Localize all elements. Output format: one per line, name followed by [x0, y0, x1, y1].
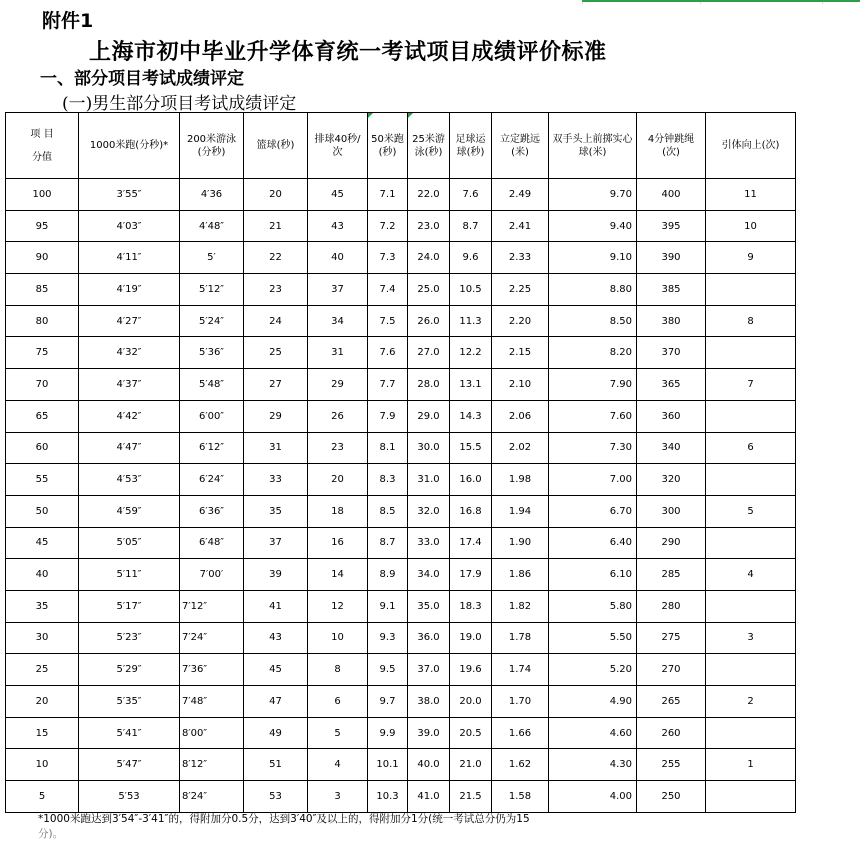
- table-cell[interactable]: 25.0: [408, 274, 450, 306]
- table-row: [6, 527, 796, 559]
- table-cell[interactable]: 7′12″: [180, 590, 244, 622]
- header-cell-basketball[interactable]: [244, 113, 308, 179]
- table-cell[interactable]: [706, 337, 796, 369]
- table-cell[interactable]: 1.78: [492, 622, 549, 654]
- table-cell[interactable]: 7.5: [368, 305, 408, 337]
- table-cell[interactable]: 25: [6, 654, 79, 686]
- table-cell[interactable]: 4′11″: [79, 242, 180, 274]
- table-cell[interactable]: 5.50: [549, 622, 637, 654]
- table-cell[interactable]: 1.66: [492, 717, 549, 749]
- table-cell[interactable]: 4.30: [549, 749, 637, 781]
- annex-label: 附件1: [42, 10, 94, 32]
- table-cell[interactable]: 19.6: [450, 654, 492, 686]
- table-cell[interactable]: 4: [706, 559, 796, 591]
- table-cell[interactable]: 38.0: [408, 686, 450, 718]
- table-cell[interactable]: 270: [637, 654, 706, 686]
- table-row: [6, 274, 796, 306]
- table-cell[interactable]: 7.1: [368, 179, 408, 211]
- table-cell[interactable]: 22.0: [408, 179, 450, 211]
- table-row: [6, 432, 796, 464]
- table-cell[interactable]: 7′48″: [180, 686, 244, 718]
- table-cell[interactable]: 85: [6, 274, 79, 306]
- table-cell[interactable]: [706, 717, 796, 749]
- table-cell[interactable]: 9.70: [549, 179, 637, 211]
- header-label: 引体向上(次): [721, 140, 780, 151]
- table-cell[interactable]: 8.3: [368, 464, 408, 496]
- table-cell[interactable]: 25: [244, 337, 308, 369]
- table-cell[interactable]: 7.2: [368, 210, 408, 242]
- table-cell[interactable]: 5: [308, 717, 368, 749]
- table-cell[interactable]: 39.0: [408, 717, 450, 749]
- table-cell[interactable]: 5.80: [549, 590, 637, 622]
- table-cell[interactable]: 5′48″: [180, 369, 244, 401]
- table-cell[interactable]: 275: [637, 622, 706, 654]
- table-cell[interactable]: 2.33: [492, 242, 549, 274]
- table-row: [6, 559, 796, 591]
- table-cell[interactable]: 5′41″: [79, 717, 180, 749]
- table-cell[interactable]: 18.3: [450, 590, 492, 622]
- table-cell[interactable]: 4′42″: [79, 400, 180, 432]
- table-cell[interactable]: 2.10: [492, 369, 549, 401]
- table-cell[interactable]: 2.41: [492, 210, 549, 242]
- table-row: [6, 337, 796, 369]
- table-cell[interactable]: 1.58: [492, 781, 549, 813]
- table-cell[interactable]: 8.1: [368, 432, 408, 464]
- table-cell[interactable]: 7.30: [549, 432, 637, 464]
- table-cell[interactable]: 380: [637, 305, 706, 337]
- table-cell[interactable]: 2.25: [492, 274, 549, 306]
- table-cell[interactable]: 395: [637, 210, 706, 242]
- table-cell[interactable]: 9.3: [368, 622, 408, 654]
- table-row: [6, 242, 796, 274]
- table-cell[interactable]: 35: [6, 590, 79, 622]
- table-cell[interactable]: 32.0: [408, 495, 450, 527]
- table-row: [6, 464, 796, 496]
- table-cell[interactable]: 19.0: [450, 622, 492, 654]
- table-cell[interactable]: 8.9: [368, 559, 408, 591]
- header-label: 25米游泳(秒): [412, 133, 445, 158]
- table-cell[interactable]: 45: [244, 654, 308, 686]
- footnote-line: *1000米跑达到3′54″-3′41″的，得附加分0.5分，达到3′40″及以上的，得附加分1分(统一考试总分仍为15: [38, 813, 530, 825]
- footnote: [38, 812, 638, 842]
- table-cell[interactable]: 36.0: [408, 622, 450, 654]
- table-cell[interactable]: 35.0: [408, 590, 450, 622]
- footnote-line: 分)。: [38, 828, 64, 840]
- table-cell[interactable]: 27: [244, 369, 308, 401]
- table-cell[interactable]: 5′17″: [79, 590, 180, 622]
- table-cell[interactable]: 41.0: [408, 781, 450, 813]
- table-cell[interactable]: 4′47″: [79, 432, 180, 464]
- table-cell[interactable]: 6: [706, 432, 796, 464]
- table-cell[interactable]: 250: [637, 781, 706, 813]
- table-cell[interactable]: 33: [244, 464, 308, 496]
- table-cell[interactable]: 4′19″: [79, 274, 180, 306]
- table-cell[interactable]: [706, 464, 796, 496]
- table-cell[interactable]: 21: [244, 210, 308, 242]
- table-cell[interactable]: 60: [6, 432, 79, 464]
- score-table: [5, 112, 796, 813]
- table-cell[interactable]: 5′23″: [79, 622, 180, 654]
- subsection-heading: (一)男生部分项目考试成绩评定: [62, 94, 297, 114]
- table-cell[interactable]: 7.3: [368, 242, 408, 274]
- table-cell[interactable]: 40.0: [408, 749, 450, 781]
- table-cell[interactable]: 55: [6, 464, 79, 496]
- selection-border: [582, 0, 860, 2]
- table-cell[interactable]: 28.0: [408, 369, 450, 401]
- table-cell[interactable]: 3: [308, 781, 368, 813]
- header-cell-shot-throw[interactable]: [549, 113, 637, 179]
- header-item-label: 项 目: [30, 128, 54, 140]
- table-cell[interactable]: [706, 654, 796, 686]
- table-cell[interactable]: 20: [244, 179, 308, 211]
- table-cell[interactable]: 1.90: [492, 527, 549, 559]
- table-cell[interactable]: 6′12″: [180, 432, 244, 464]
- table-cell[interactable]: 2.20: [492, 305, 549, 337]
- table-cell[interactable]: 35: [244, 495, 308, 527]
- header-label: 200米游泳(分秒): [186, 133, 237, 158]
- table-cell[interactable]: 6′48″: [180, 527, 244, 559]
- table-cell[interactable]: 1.98: [492, 464, 549, 496]
- table-cell[interactable]: 8.7: [368, 527, 408, 559]
- table-cell[interactable]: 370: [637, 337, 706, 369]
- table-cell[interactable]: 16.8: [450, 495, 492, 527]
- table-cell[interactable]: 1.62: [492, 749, 549, 781]
- table-cell[interactable]: 80: [6, 305, 79, 337]
- header-label: 双手头上前掷实心球(米): [552, 133, 633, 158]
- table-cell[interactable]: 9: [706, 242, 796, 274]
- header-label: 排球40秒/次: [314, 133, 361, 158]
- table-cell[interactable]: 5′24″: [180, 305, 244, 337]
- table-cell[interactable]: 5: [6, 781, 79, 813]
- table-cell[interactable]: 14.3: [450, 400, 492, 432]
- table-cell[interactable]: 360: [637, 400, 706, 432]
- table-cell[interactable]: 1.86: [492, 559, 549, 591]
- table-cell[interactable]: 8′00″: [180, 717, 244, 749]
- header-score-label: 分值: [32, 151, 52, 163]
- table-cell[interactable]: 7.60: [549, 400, 637, 432]
- table-cell[interactable]: 53: [244, 781, 308, 813]
- header-label: 足球运球(秒): [455, 133, 486, 158]
- table-cell[interactable]: 4′53″: [79, 464, 180, 496]
- table-cell[interactable]: 7.90: [549, 369, 637, 401]
- table-header-row: [6, 113, 796, 179]
- table-cell[interactable]: 7.7: [368, 369, 408, 401]
- table-cell[interactable]: 7′00′: [180, 559, 244, 591]
- header-cell-item[interactable]: [6, 113, 79, 179]
- table-cell[interactable]: 280: [637, 590, 706, 622]
- header-cell-rope-skipping[interactable]: [637, 113, 706, 179]
- table-cell[interactable]: 43: [308, 210, 368, 242]
- table-cell[interactable]: 8.7: [450, 210, 492, 242]
- table-cell[interactable]: 30.0: [408, 432, 450, 464]
- table-cell[interactable]: 7.9: [368, 400, 408, 432]
- table-cell[interactable]: 26: [308, 400, 368, 432]
- table-cell[interactable]: 24: [244, 305, 308, 337]
- table-cell[interactable]: 390: [637, 242, 706, 274]
- table-cell[interactable]: 24.0: [408, 242, 450, 274]
- table-cell[interactable]: 30: [6, 622, 79, 654]
- header-cell-200m-swim[interactable]: [180, 113, 244, 179]
- table-cell[interactable]: 2.15: [492, 337, 549, 369]
- table-cell[interactable]: 16: [308, 527, 368, 559]
- table-cell[interactable]: 4′37″: [79, 369, 180, 401]
- table-cell[interactable]: 5′11″: [79, 559, 180, 591]
- table-cell[interactable]: 17.4: [450, 527, 492, 559]
- table-cell[interactable]: 4′03″: [79, 210, 180, 242]
- table-cell[interactable]: [706, 781, 796, 813]
- table-cell[interactable]: 10: [308, 622, 368, 654]
- table-row: [6, 622, 796, 654]
- table-cell[interactable]: 90: [6, 242, 79, 274]
- table-cell[interactable]: 22: [244, 242, 308, 274]
- table-cell[interactable]: 43: [244, 622, 308, 654]
- table-cell[interactable]: 4′36: [180, 179, 244, 211]
- table-cell[interactable]: 39: [244, 559, 308, 591]
- table-cell[interactable]: 65: [6, 400, 79, 432]
- table-cell[interactable]: 49: [244, 717, 308, 749]
- table-cell[interactable]: 2.02: [492, 432, 549, 464]
- table-cell[interactable]: 21.0: [450, 749, 492, 781]
- table-cell[interactable]: 20.0: [450, 686, 492, 718]
- table-cell[interactable]: 9.1: [368, 590, 408, 622]
- table-cell[interactable]: 5′05″: [79, 527, 180, 559]
- table-cell[interactable]: 47: [244, 686, 308, 718]
- table-row: [6, 400, 796, 432]
- table-cell[interactable]: 70: [6, 369, 79, 401]
- table-cell[interactable]: 9.9: [368, 717, 408, 749]
- table-cell[interactable]: 75: [6, 337, 79, 369]
- table-cell[interactable]: 6.10: [549, 559, 637, 591]
- page-title: 上海市初中毕业升学体育统一考试项目成绩评价标准: [89, 40, 607, 65]
- table-cell[interactable]: 10: [706, 210, 796, 242]
- table-cell[interactable]: 31: [244, 432, 308, 464]
- table-cell[interactable]: 4: [308, 749, 368, 781]
- table-cell[interactable]: 2.49: [492, 179, 549, 211]
- table-cell[interactable]: 51: [244, 749, 308, 781]
- table-cell[interactable]: 3′55″: [79, 179, 180, 211]
- table-cell[interactable]: 45: [308, 179, 368, 211]
- table-row: [6, 305, 796, 337]
- table-cell[interactable]: 385: [637, 274, 706, 306]
- table-cell[interactable]: 4.60: [549, 717, 637, 749]
- header-cell-50m[interactable]: [368, 113, 408, 179]
- table-cell[interactable]: 8′12″: [180, 749, 244, 781]
- table-cell[interactable]: 6.40: [549, 527, 637, 559]
- table-cell[interactable]: 5′12″: [180, 274, 244, 306]
- table-cell[interactable]: 6: [308, 686, 368, 718]
- table-cell[interactable]: 13.1: [450, 369, 492, 401]
- table-cell[interactable]: 7.00: [549, 464, 637, 496]
- table-cell[interactable]: 27.0: [408, 337, 450, 369]
- table-cell[interactable]: [706, 590, 796, 622]
- table-cell[interactable]: 1.74: [492, 654, 549, 686]
- table-cell[interactable]: 6′36″: [180, 495, 244, 527]
- table-cell[interactable]: 50: [6, 495, 79, 527]
- table-cell[interactable]: 33.0: [408, 527, 450, 559]
- table-cell[interactable]: 4′48″: [180, 210, 244, 242]
- table-cell[interactable]: [706, 274, 796, 306]
- table-cell[interactable]: 31: [308, 337, 368, 369]
- table-cell[interactable]: 7.6: [450, 179, 492, 211]
- table-cell[interactable]: 1: [706, 749, 796, 781]
- table-cell[interactable]: 7′36″: [180, 654, 244, 686]
- table-cell[interactable]: 7.4: [368, 274, 408, 306]
- table-cell[interactable]: 10.1: [368, 749, 408, 781]
- table-cell[interactable]: 15: [6, 717, 79, 749]
- table-cell[interactable]: 7′24″: [180, 622, 244, 654]
- table-cell[interactable]: 95: [6, 210, 79, 242]
- table-cell[interactable]: 5: [706, 495, 796, 527]
- table-cell[interactable]: 365: [637, 369, 706, 401]
- table-cell[interactable]: 4′32″: [79, 337, 180, 369]
- table-cell[interactable]: 5′: [180, 242, 244, 274]
- table-row: [6, 590, 796, 622]
- header-label: 篮球(秒): [256, 140, 295, 151]
- table-cell[interactable]: 34: [308, 305, 368, 337]
- table-cell[interactable]: 41: [244, 590, 308, 622]
- table-row: [6, 179, 796, 211]
- table-cell[interactable]: 18: [308, 495, 368, 527]
- table-cell[interactable]: 285: [637, 559, 706, 591]
- table-cell[interactable]: 4′59″: [79, 495, 180, 527]
- table-row: [6, 495, 796, 527]
- table-cell[interactable]: 7: [706, 369, 796, 401]
- table-cell[interactable]: 20: [6, 686, 79, 718]
- table-cell[interactable]: 20: [308, 464, 368, 496]
- header-label: 50米跑(秒): [371, 133, 404, 158]
- header-cell-1000m[interactable]: [79, 113, 180, 179]
- table-cell[interactable]: 8.80: [549, 274, 637, 306]
- section-heading: 一、部分项目考试成绩评定: [40, 69, 244, 89]
- table-cell[interactable]: 1.82: [492, 590, 549, 622]
- table-cell[interactable]: 34.0: [408, 559, 450, 591]
- table-cell[interactable]: 8.20: [549, 337, 637, 369]
- table-cell[interactable]: 400: [637, 179, 706, 211]
- table-cell[interactable]: 20.5: [450, 717, 492, 749]
- table-row: [6, 749, 796, 781]
- table-cell[interactable]: 10.3: [368, 781, 408, 813]
- table-cell[interactable]: 14: [308, 559, 368, 591]
- table-cell[interactable]: 15.5: [450, 432, 492, 464]
- table-row: [6, 781, 796, 813]
- table-cell[interactable]: 2: [706, 686, 796, 718]
- table-cell[interactable]: 2.06: [492, 400, 549, 432]
- table-cell[interactable]: 8.5: [368, 495, 408, 527]
- table-cell[interactable]: 4.90: [549, 686, 637, 718]
- table-cell[interactable]: 23.0: [408, 210, 450, 242]
- table-cell[interactable]: 1.70: [492, 686, 549, 718]
- sheet-top-gridlines: [0, 0, 860, 4]
- table-cell[interactable]: 10.5: [450, 274, 492, 306]
- table-cell[interactable]: 7.6: [368, 337, 408, 369]
- table-cell[interactable]: 8.50: [549, 305, 637, 337]
- table-cell[interactable]: 255: [637, 749, 706, 781]
- table-cell[interactable]: 100: [6, 179, 79, 211]
- table-cell[interactable]: 3: [706, 622, 796, 654]
- table-cell[interactable]: 6′24″: [180, 464, 244, 496]
- table-cell[interactable]: 21.5: [450, 781, 492, 813]
- table-cell[interactable]: 300: [637, 495, 706, 527]
- table-cell[interactable]: 4′27″: [79, 305, 180, 337]
- table-cell[interactable]: 23: [308, 432, 368, 464]
- table-cell[interactable]: 29: [308, 369, 368, 401]
- header-label: 立定跳远(米): [500, 133, 540, 158]
- table-cell[interactable]: 37.0: [408, 654, 450, 686]
- table-row: [6, 369, 796, 401]
- table-cell[interactable]: 260: [637, 717, 706, 749]
- table-cell[interactable]: 11: [706, 179, 796, 211]
- table-cell[interactable]: 37: [244, 527, 308, 559]
- table-cell[interactable]: 340: [637, 432, 706, 464]
- table-row: [6, 210, 796, 242]
- header-cell-pull-up[interactable]: [706, 113, 796, 179]
- table-cell[interactable]: [706, 527, 796, 559]
- table-cell[interactable]: 9.6: [450, 242, 492, 274]
- table-cell[interactable]: 10: [6, 749, 79, 781]
- table-cell[interactable]: 5′29″: [79, 654, 180, 686]
- table-cell[interactable]: 5′35″: [79, 686, 180, 718]
- table-cell[interactable]: 5′36″: [180, 337, 244, 369]
- table-cell[interactable]: 8: [308, 654, 368, 686]
- header-cell-long-jump[interactable]: [492, 113, 549, 179]
- table-cell[interactable]: 29.0: [408, 400, 450, 432]
- table-cell[interactable]: 9.7: [368, 686, 408, 718]
- header-cell-football[interactable]: [450, 113, 492, 179]
- table-row: [6, 717, 796, 749]
- table-cell[interactable]: 23: [244, 274, 308, 306]
- table-cell[interactable]: 6′00″: [180, 400, 244, 432]
- header-label: 4分钟跳绳(次): [647, 133, 695, 158]
- table-cell[interactable]: 5.20: [549, 654, 637, 686]
- table-cell[interactable]: 11.3: [450, 305, 492, 337]
- table-cell[interactable]: 16.0: [450, 464, 492, 496]
- table-cell[interactable]: 265: [637, 686, 706, 718]
- table-cell[interactable]: 6.70: [549, 495, 637, 527]
- table-cell[interactable]: 1.94: [492, 495, 549, 527]
- header-cell-volleyball[interactable]: [308, 113, 368, 179]
- table-cell[interactable]: 8: [706, 305, 796, 337]
- table-cell[interactable]: 17.9: [450, 559, 492, 591]
- table-cell[interactable]: 320: [637, 464, 706, 496]
- table-cell[interactable]: 8′24″: [180, 781, 244, 813]
- table-cell[interactable]: 5′53: [79, 781, 180, 813]
- table-cell[interactable]: 9.5: [368, 654, 408, 686]
- table-cell[interactable]: 37: [308, 274, 368, 306]
- table-cell[interactable]: 26.0: [408, 305, 450, 337]
- table-cell[interactable]: 5′47″: [79, 749, 180, 781]
- header-label: 1000米跑(分秒)*: [89, 140, 169, 151]
- table-cell[interactable]: [706, 400, 796, 432]
- table-row: [6, 686, 796, 718]
- table-cell[interactable]: 4.00: [549, 781, 637, 813]
- table-cell[interactable]: 12: [308, 590, 368, 622]
- table-cell[interactable]: 40: [6, 559, 79, 591]
- table-cell[interactable]: 290: [637, 527, 706, 559]
- table-cell[interactable]: 9.10: [549, 242, 637, 274]
- table-row: [6, 654, 796, 686]
- table-cell[interactable]: 45: [6, 527, 79, 559]
- header-cell-25m-swim[interactable]: [408, 113, 450, 179]
- table-cell[interactable]: 9.40: [549, 210, 637, 242]
- table-cell[interactable]: 40: [308, 242, 368, 274]
- table-cell[interactable]: 12.2: [450, 337, 492, 369]
- table-cell[interactable]: 29: [244, 400, 308, 432]
- table-cell[interactable]: 31.0: [408, 464, 450, 496]
